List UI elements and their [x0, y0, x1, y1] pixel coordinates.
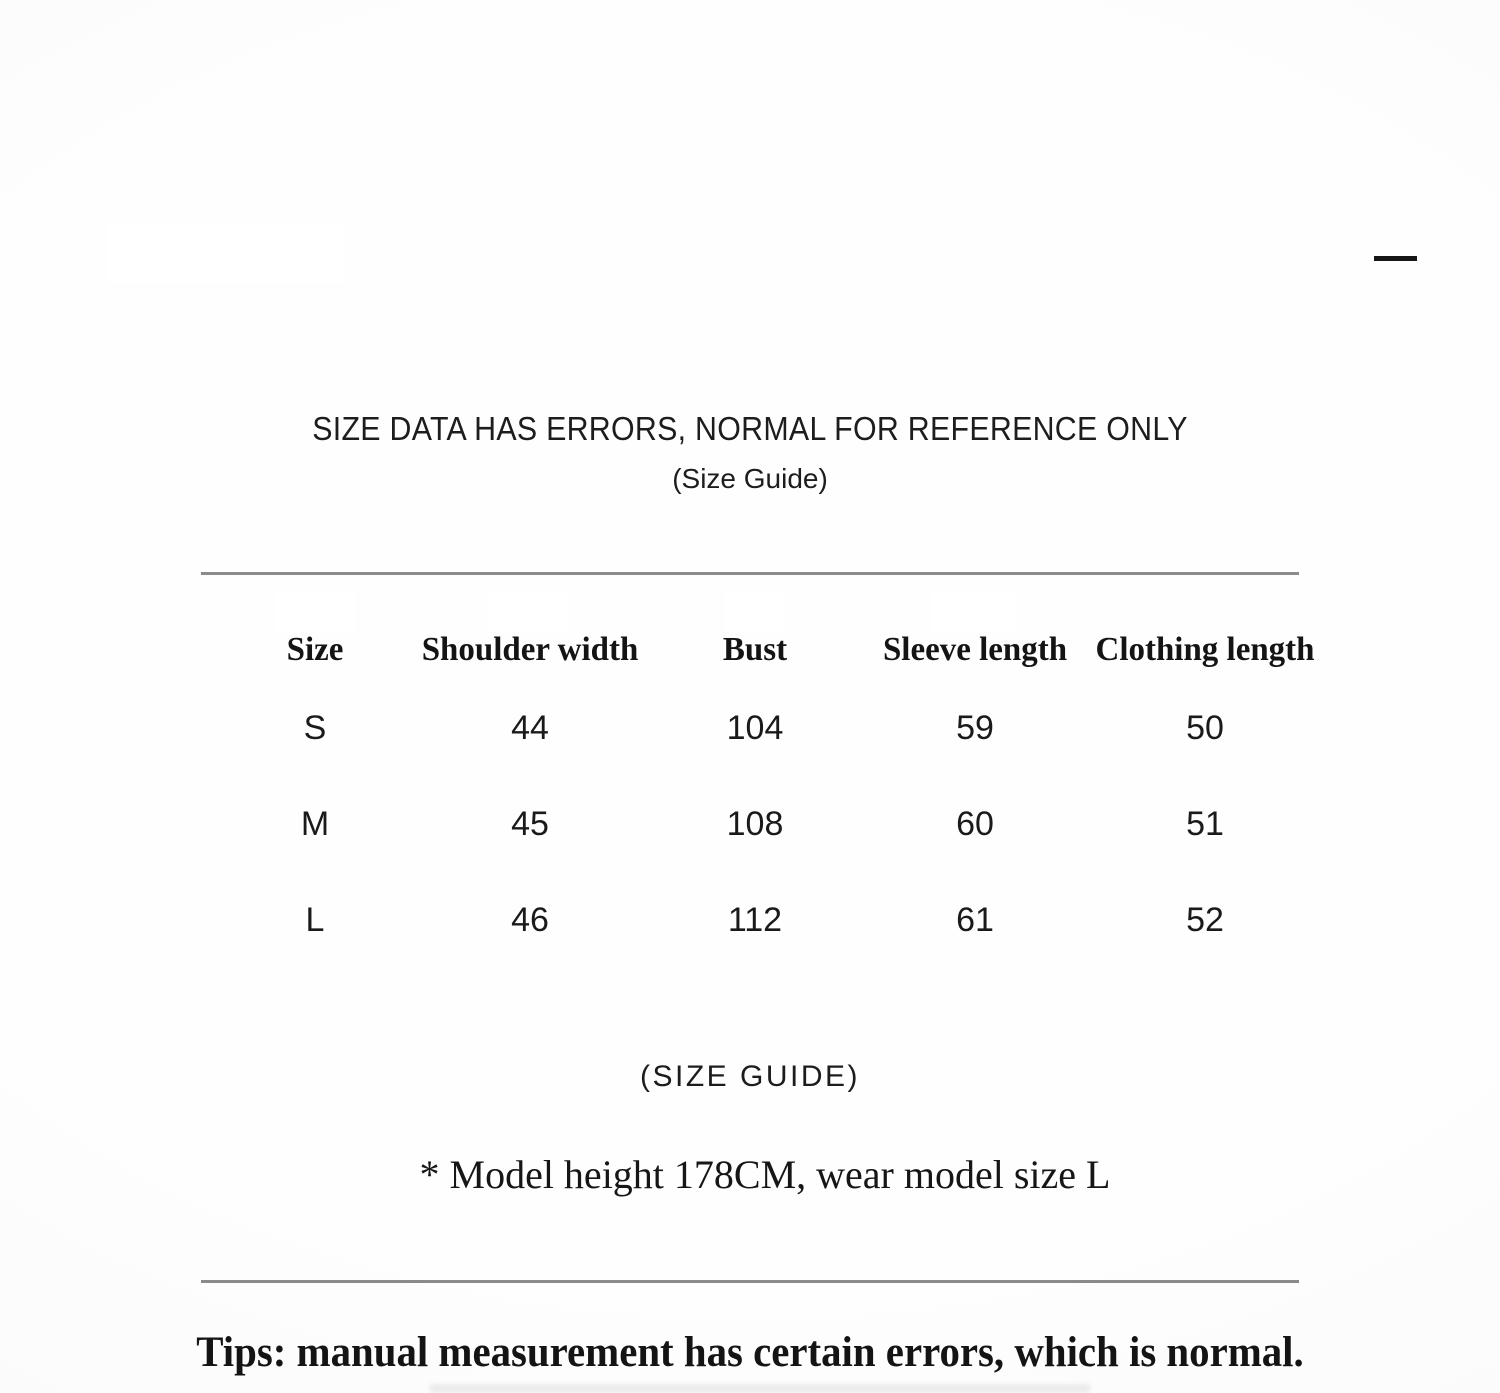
- divider-bottom: [201, 1280, 1299, 1283]
- dash-mark: [1374, 256, 1417, 261]
- table-cell-sleeve-m: 60: [956, 804, 994, 843]
- column-header-sleeve-length: Sleeve length: [882, 631, 1068, 668]
- table-cell-bust-l: 112: [727, 900, 783, 939]
- table-cell-shoulder-s: 44: [511, 708, 549, 747]
- table-cell-sleeve-l: 61: [956, 900, 994, 939]
- cropped-text-remnant: [430, 1384, 1090, 1393]
- measurement-tips: Tips: manual measurement has certain errors, which is normal.: [196, 1329, 1304, 1376]
- faded-watermark-block: [107, 223, 345, 283]
- divider-top: [201, 572, 1299, 575]
- model-height-note: * Model height 178CM, wear model size L: [419, 1152, 1111, 1197]
- table-cell-size-s: S: [303, 708, 327, 747]
- table-cell-bust-m: 108: [726, 804, 784, 843]
- page-subtitle: (Size Guide): [672, 463, 828, 494]
- table-cell-shoulder-m: 45: [511, 804, 549, 843]
- column-header-shoulder-width: Shoulder width: [421, 631, 639, 668]
- column-header-size: Size: [286, 631, 344, 668]
- table-cell-clothing-m: 51: [1186, 804, 1224, 843]
- table-cell-size-m: M: [300, 804, 330, 843]
- column-header-clothing-length: Clothing length: [1095, 631, 1315, 668]
- table-cell-clothing-s: 50: [1186, 708, 1224, 747]
- page-title: SIZE DATA HAS ERRORS, NORMAL FOR REFERENCE ONLY: [312, 410, 1188, 447]
- column-header-bust: Bust: [722, 631, 788, 668]
- table-cell-clothing-l: 52: [1186, 900, 1224, 939]
- size-guide-caption: (SIZE GUIDE): [639, 1060, 860, 1093]
- size-table: [220, 620, 1320, 968]
- table-cell-shoulder-l: 46: [511, 900, 549, 939]
- table-cell-bust-s: 104: [726, 708, 784, 747]
- table-cell-sleeve-s: 59: [956, 708, 994, 747]
- table-cell-size-l: L: [305, 900, 325, 939]
